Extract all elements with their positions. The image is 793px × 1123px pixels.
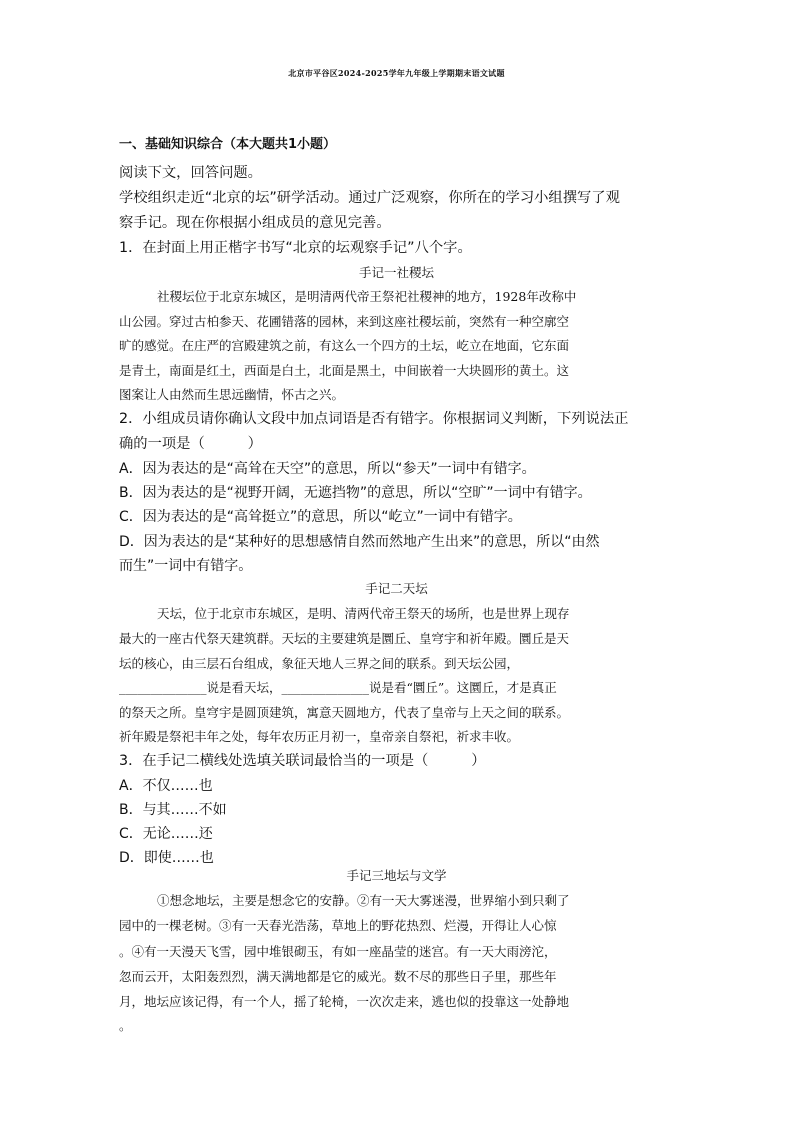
question-2-option-c: C．因为表达的是“高耸挺立”的意思，所以“屹立”一词中有错字。 xyxy=(119,509,522,525)
note-1-title: 手记一社稷坛 xyxy=(358,265,434,280)
note-1-line: 山公园。穿过古柏参天、花圃错落的园林，来到这座社稷坛前，突然有一种空廓空 xyxy=(119,314,570,329)
question-2-stem: 2．小组成员请你确认文段中加点词语是否有错字。你根据词义判断，下列说法正 xyxy=(119,411,629,427)
note-2-line: 坛的核心，由三层石台组成，象征天地人三界之间的联系。到天坛公园， xyxy=(119,656,520,671)
note-3-line: 园中的一棵老树。③有一天春光浩荡，草地上的野花热烈、烂漫，开得让人心惊 xyxy=(119,918,557,933)
question-3-option-b: B．与其……不如 xyxy=(119,802,227,818)
note-1-line: 是青土，南面是红土，西面是白土，北面是黑土，中间嵌着一大块圆形的黄土。这 xyxy=(119,363,570,378)
note-2-line: 最大的一座古代祭天建筑群。天坛的主要建筑是圜丘、皇穹宇和祈年殿。圜丘是天 xyxy=(119,631,570,646)
note-2-line: 天坛，位于北京市东城区，是明、清两代帝王祭天的场所，也是世界上现存 xyxy=(157,606,570,621)
note-2-title: 手记二天坛 xyxy=(365,581,428,596)
question-3-option-a: A．不仅……也 xyxy=(119,778,213,794)
question-1: 1．在封面上用正楷字书写“北京的坛观察手记”八个字。 xyxy=(119,240,472,256)
note-2-line: ______________说是看天坛，______________说是看“圜丘”。这圜丘，才是真正 xyxy=(119,680,557,695)
note-1-line: 社稷坛位于北京东城区，是明清两代帝王祭祀社稷神的地方，1928年改称中 xyxy=(157,289,577,304)
note-3-line: ①想念地坛，主要是想念它的安静。②有一天大雾迷漫，世界缩小到只剩了 xyxy=(157,893,570,908)
question-2-option-d: D．因为表达的是“某种好的思想感情自然而然地产生出来”的意思，所以“由然 xyxy=(119,534,600,550)
question-2-option-b: B．因为表达的是“视野开阔，无遮挡物”的意思，所以“空旷”一词中有错字。 xyxy=(119,485,592,501)
intro-line: 察手记。现在你根据小组成员的意见完善。 xyxy=(119,215,391,231)
question-2-option-a: A．因为表达的是“高耸在天空”的意思，所以“参天”一词中有错字。 xyxy=(119,461,536,477)
note-1-line: 旷的感觉。在庄严的宫殿建筑之前，有这么一个四方的土坛，屹立在地面，它东面 xyxy=(119,338,570,353)
question-3-option-d: D．即使……也 xyxy=(119,850,214,866)
document-title: 北京市平谷区2024-2025学年九年级上学期期末语文试题 xyxy=(288,68,505,78)
note-3-line: 。 xyxy=(119,1018,132,1033)
note-2-line: 祈年殿是祭祀丰年之处，每年农历正月初一，皇帝亲自祭祀，祈求丰收。 xyxy=(119,729,520,744)
note-3-title: 手记三地坛与文学 xyxy=(346,868,447,883)
intro-line: 阅读下文，回答问题。 xyxy=(119,165,262,181)
note-1-line: 图案让人由然而生思远幽情，怀古之兴。 xyxy=(119,387,345,402)
question-2-option-d-cont: 而生”一词中有错字。 xyxy=(119,558,253,574)
note-3-line: 月，地坛应该记得，有一个人，摇了轮椅，一次次走来，逃也似的投靠这一处静地 xyxy=(119,994,570,1009)
question-2-stem: 确的一项是（ ） xyxy=(119,436,262,452)
section-heading: 一、基础知识综合（本大题共1小题） xyxy=(119,137,337,152)
intro-line: 学校组织走近“北京的坛”研学活动。通过广泛观察，你所在的学习小组撰写了观 xyxy=(119,190,620,206)
question-3-option-c: C．无论……还 xyxy=(119,826,213,842)
note-3-line: 。④有一天漫天飞雪，园中堆银砌玉，有如一座晶莹的迷宫。有一天大雨滂沱， xyxy=(119,944,557,959)
note-3-line: 忽而云开，太阳轰烈烈，满天满地都是它的威光。数不尽的那些日子里，那些年 xyxy=(119,969,557,984)
question-3-stem: 3．在手记二横线处选填关联词最恰当的一项是（ ） xyxy=(119,753,486,769)
note-2-line: 的祭天之所。皇穹宇是圆顶建筑，寓意天圆地方，代表了皇帝与上天之间的联系。 xyxy=(119,705,570,720)
